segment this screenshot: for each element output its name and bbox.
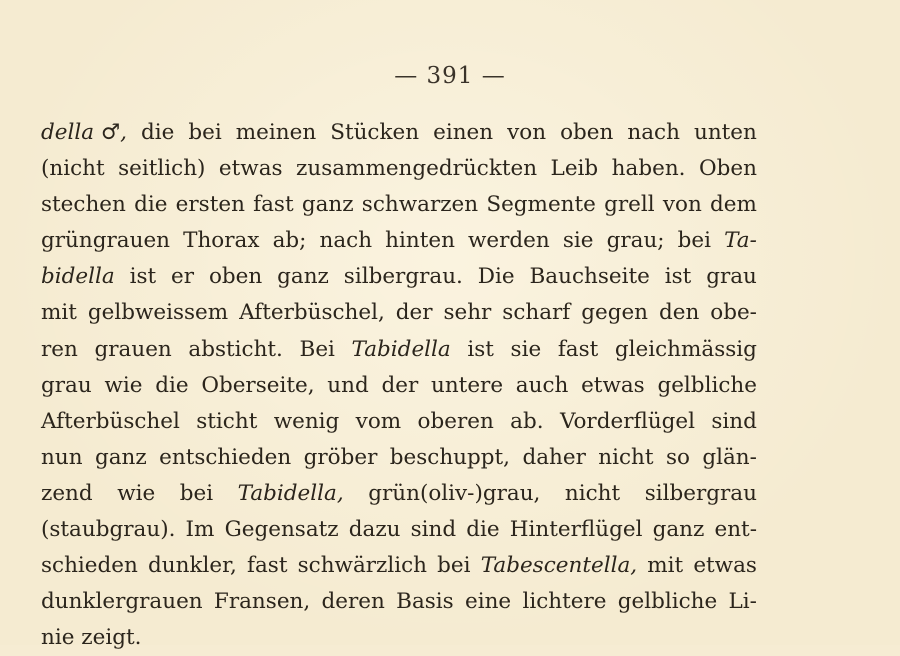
word: ab. — [510, 408, 544, 434]
word: Stücken — [330, 120, 420, 145]
word: sind — [410, 517, 457, 543]
text-line — [41, 295, 757, 331]
word: bei — [188, 120, 222, 145]
text-line — [41, 368, 757, 404]
text-line — [41, 440, 757, 476]
word: Bei — [299, 336, 335, 362]
word: Afterbüschel, — [239, 300, 385, 326]
word: bei — [179, 480, 214, 506]
word: Basis — [396, 589, 454, 615]
word: silbergrau — [644, 480, 757, 506]
word: mit — [41, 300, 77, 326]
word: er — [171, 264, 195, 290]
text-line — [41, 187, 757, 223]
word: hinten — [385, 228, 455, 254]
word: ren — [41, 336, 78, 362]
word: schwärzlich — [297, 553, 428, 579]
word: zend — [41, 480, 93, 506]
word: bidella — [41, 264, 115, 290]
text-line — [41, 259, 757, 295]
word: grün(oliv-)grau, — [368, 480, 541, 506]
word: beschuppt, — [389, 444, 511, 470]
word: deren — [321, 589, 385, 615]
body-text — [41, 115, 757, 656]
word: Oben — [699, 156, 757, 182]
text-line — [41, 151, 757, 187]
word: dem — [710, 192, 757, 218]
word: nach — [319, 228, 373, 254]
word: die — [141, 120, 175, 145]
text-line — [41, 584, 757, 620]
word: grau — [706, 264, 757, 290]
word: dunklergrauen — [41, 589, 203, 615]
word: grauen — [94, 336, 172, 362]
word: gelbweissem — [87, 300, 229, 326]
word: Im — [185, 517, 215, 543]
word: mit — [647, 553, 684, 579]
word: Li- — [728, 589, 757, 615]
word: Vorderflügel — [559, 408, 696, 434]
word: nie — [41, 625, 75, 651]
word: grell — [604, 192, 655, 218]
word: dazu — [348, 517, 401, 543]
word: wenig — [273, 408, 340, 434]
word: meinen — [235, 120, 317, 145]
text-line — [41, 223, 757, 259]
text-line — [41, 476, 757, 512]
word: gleichmässig — [614, 336, 757, 362]
word: die — [466, 517, 500, 543]
word: Ta- — [724, 228, 757, 254]
page-number: — 391 — — [394, 63, 506, 89]
word: den — [658, 300, 700, 326]
word: Oberseite, — [201, 372, 315, 398]
word: absticht. — [188, 336, 283, 362]
word: ganz — [301, 192, 354, 218]
text-line — [41, 332, 757, 368]
word: gröber — [303, 444, 378, 470]
text-line — [41, 548, 757, 584]
word: vom — [355, 408, 402, 434]
word: nun — [41, 444, 83, 470]
word: Die — [477, 264, 515, 290]
word: dunkler, — [148, 553, 237, 579]
word: Tabidella, — [237, 480, 344, 506]
word: die — [134, 192, 168, 218]
word: della ♂, — [41, 120, 127, 145]
word: wie — [104, 372, 143, 398]
text-line — [41, 404, 757, 440]
word: grüngrauen — [41, 228, 171, 254]
word: Bauchseite — [529, 264, 650, 290]
word: oben — [208, 264, 263, 290]
word: (nicht — [41, 156, 105, 182]
word: Fransen, — [213, 589, 311, 615]
word: von — [662, 192, 702, 218]
word: ist — [467, 336, 494, 362]
word: fast — [253, 192, 294, 218]
word: der — [395, 300, 433, 326]
word: und — [327, 372, 369, 398]
word: wie — [117, 480, 156, 506]
word: bei — [437, 553, 471, 579]
word: ist — [129, 264, 157, 290]
word: schwarzen — [361, 192, 479, 218]
word: ist — [664, 264, 692, 290]
word: gelbliche — [657, 372, 757, 398]
word: ganz — [277, 264, 329, 290]
word: Tabidella — [351, 336, 451, 362]
word: so — [665, 444, 690, 470]
word: einen — [433, 120, 494, 145]
word: haben. — [611, 156, 686, 182]
word: die — [155, 372, 189, 398]
word: Tabescentella, — [480, 553, 638, 579]
word: nicht — [598, 444, 654, 470]
word: Leib — [550, 156, 599, 182]
word: (staubgrau). — [41, 517, 176, 543]
word: sie — [562, 228, 594, 254]
word: seitlich) — [118, 156, 206, 182]
word: obe- — [710, 300, 757, 326]
word: von — [507, 120, 547, 145]
word: entschieden — [159, 444, 292, 470]
word: etwas — [581, 372, 645, 398]
word: nicht — [564, 480, 621, 506]
text-line — [41, 620, 757, 656]
text-line — [41, 512, 757, 548]
word: nach — [627, 120, 680, 145]
word: silbergrau. — [343, 264, 463, 290]
word: fast — [247, 553, 288, 579]
word: werden — [468, 228, 550, 254]
word: zusammengedrückten — [296, 156, 538, 182]
word: glän- — [702, 444, 757, 470]
word: schieden — [41, 553, 138, 579]
word: Afterbüschel — [41, 408, 180, 434]
word: sind — [711, 408, 757, 434]
word: gelbliche — [617, 589, 718, 615]
word: bei — [677, 228, 712, 254]
word: grau — [41, 372, 92, 398]
word: ganz — [652, 517, 705, 543]
word: Thorax — [183, 228, 260, 254]
word: sehr — [443, 300, 492, 326]
text-line — [41, 115, 757, 151]
word: grau; — [606, 228, 665, 254]
word: sie — [510, 336, 542, 362]
word: der — [381, 372, 419, 398]
word: Segmente — [486, 192, 596, 218]
word: sticht — [196, 408, 258, 434]
word: oben — [560, 120, 614, 145]
word: Hinterflügel — [509, 517, 643, 543]
word: ab; — [272, 228, 307, 254]
word: etwas — [693, 553, 757, 579]
word: ersten — [175, 192, 245, 218]
word: Gegensatz — [224, 517, 339, 543]
word: gegen — [581, 300, 649, 326]
word: lichtere — [522, 589, 607, 615]
word: daher — [522, 444, 586, 470]
word: oberen — [417, 408, 494, 434]
word: zeigt. — [81, 625, 142, 651]
word: ent- — [714, 517, 757, 543]
word: fast — [557, 336, 599, 362]
word: auch — [515, 372, 569, 398]
word: untere — [430, 372, 504, 398]
word: unten — [693, 120, 757, 145]
word: stechen — [41, 192, 126, 218]
word: eine — [464, 589, 512, 615]
word: etwas — [218, 156, 283, 182]
word: scharf — [502, 300, 571, 326]
word: ganz — [94, 444, 147, 470]
